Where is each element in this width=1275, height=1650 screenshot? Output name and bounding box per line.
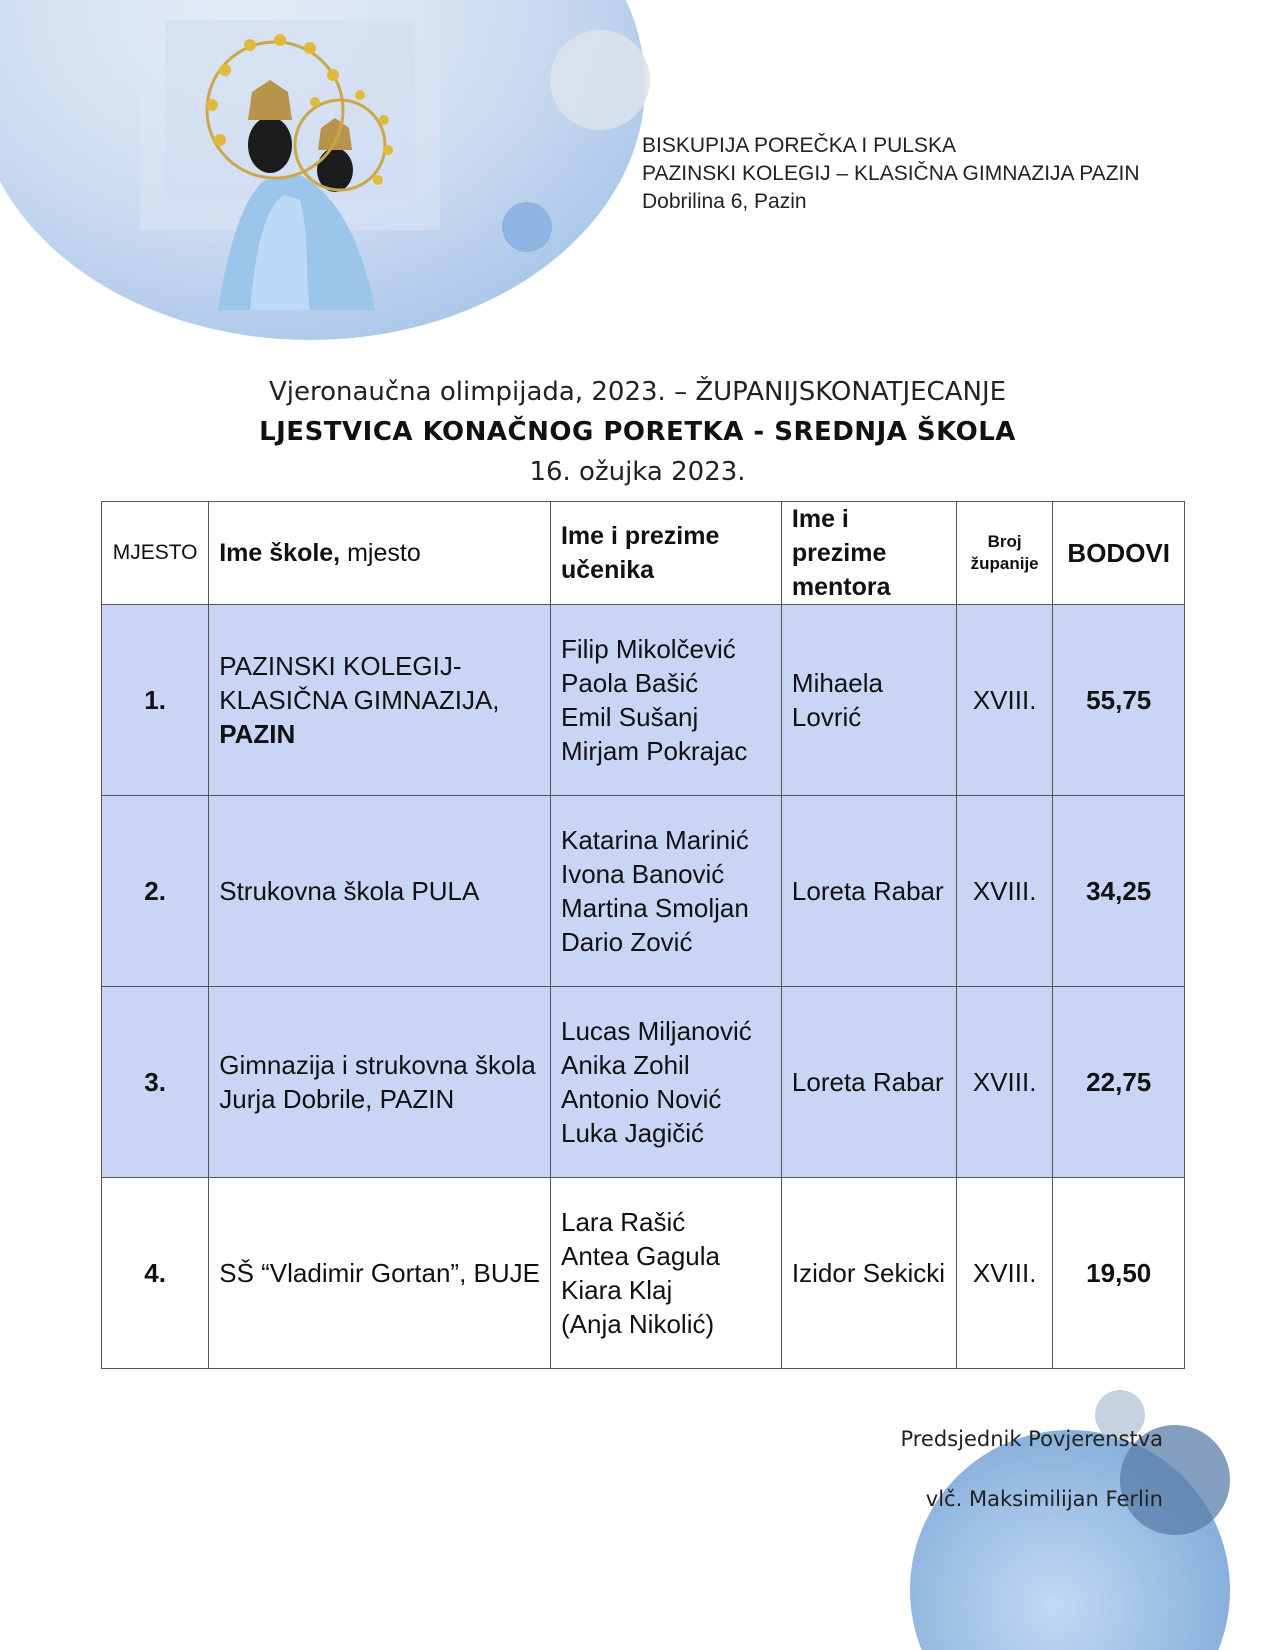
ranking-title: LJESTVICA KONAČNOG PORETKA - SREDNJA ŠKOLA (259, 417, 1016, 447)
student-name: Lara Rašić (560, 1207, 686, 1237)
student-name: Antea Gagula (560, 1241, 720, 1271)
mentor-cell: Mihaela Lovrić (781, 605, 956, 796)
student-name: Anika Zohil (560, 1050, 690, 1080)
mentor-cell: Izidor Sekicki (781, 1178, 956, 1369)
header-mentor: Ime i prezime mentora (781, 502, 956, 605)
county-cell: XVIII. (956, 796, 1053, 987)
student-name: Mirjam Pokrajac (560, 736, 748, 766)
header-school: PAZINSKI KOLEGIJ – KLASIČNA GIMNAZIJA PAZIN (642, 162, 1140, 185)
mentor-cell: Loreta Rabar (781, 987, 956, 1178)
student-name: Katarina Marinić (560, 825, 749, 855)
header-bodovi: BODOVI (1053, 502, 1185, 605)
students-cell (550, 796, 781, 987)
school-cell: SŠ “Vladimir Gortan”, BUJE (209, 1178, 551, 1369)
students-cell (550, 987, 781, 1178)
points-cell: 22,75 (1053, 987, 1185, 1178)
table-header-row (102, 502, 1185, 605)
results-body (102, 605, 1185, 1369)
points-cell: 19,50 (1053, 1178, 1185, 1369)
competition-date: 16. ožujka 2023. (529, 457, 746, 487)
signature-name: vlč. Maksimilijan Ferlin (925, 1487, 1163, 1511)
signature-role: Predsjednik Povjerenstva (900, 1427, 1163, 1451)
competition-title: Vjeronaučna olimpijada, 2023. – ŽUPANIJSKONATJECANJE (268, 377, 1007, 407)
header-mjesto: MJESTO (102, 502, 209, 605)
school-cell: Strukovna škola PULA (209, 796, 551, 987)
student-name: Paola Bašić (560, 668, 699, 698)
points-cell: 34,25 (1053, 796, 1185, 987)
small-blue-blob (502, 202, 552, 252)
place-cell: 1. (102, 605, 209, 796)
place-cell: 2. (102, 796, 209, 987)
table-row (102, 1178, 1185, 1369)
document-titles (0, 372, 1275, 492)
mentor-cell: Loreta Rabar (781, 796, 956, 987)
table-row (102, 796, 1185, 987)
students-cell (550, 605, 781, 796)
header-address: Dobrilina 6, Pazin (642, 190, 807, 213)
student-name: Antonio Nović (560, 1084, 722, 1114)
student-name: Dario Zović (560, 927, 693, 957)
student-name: (Anja Nikolić) (560, 1309, 715, 1339)
points-cell: 55,75 (1053, 605, 1185, 796)
school-cell: PAZINSKI KOLEGIJ- KLASIČNA GIMNAZIJA, PAZIN (209, 605, 551, 796)
place-cell: 3. (102, 987, 209, 1178)
table-row (102, 987, 1185, 1178)
results-table (101, 501, 1185, 1369)
place-cell: 4. (102, 1178, 209, 1369)
student-name: Emil Sušanj (560, 702, 699, 732)
county-cell: XVIII. (956, 987, 1053, 1178)
small-grey-blob (550, 30, 650, 130)
student-name: Lucas Miljanović (560, 1016, 752, 1046)
header-broj: Broj županije (956, 502, 1053, 605)
student-name: Ivona Banović (560, 859, 725, 889)
student-name: Martina Smoljan (560, 893, 749, 923)
student-name: Kiara Klaj (560, 1275, 673, 1305)
students-cell (550, 1178, 781, 1369)
header-skola: Ime škole, mjesto (209, 502, 551, 605)
county-cell: XVIII. (956, 605, 1053, 796)
table-row (102, 605, 1185, 796)
student-name: Filip Mikolčević (560, 634, 736, 664)
student-name: Luka Jagičić (560, 1118, 705, 1148)
header-ucenik: Ime i prezime učenika (550, 502, 781, 605)
header-diocese: BISKUPIJA POREČKA I PULSKA (642, 134, 956, 157)
institution-header (642, 132, 1140, 216)
county-cell: XVIII. (956, 1178, 1053, 1369)
school-cell: Gimnazija i strukovna škola Jurja Dobrile, PAZIN (209, 987, 551, 1178)
